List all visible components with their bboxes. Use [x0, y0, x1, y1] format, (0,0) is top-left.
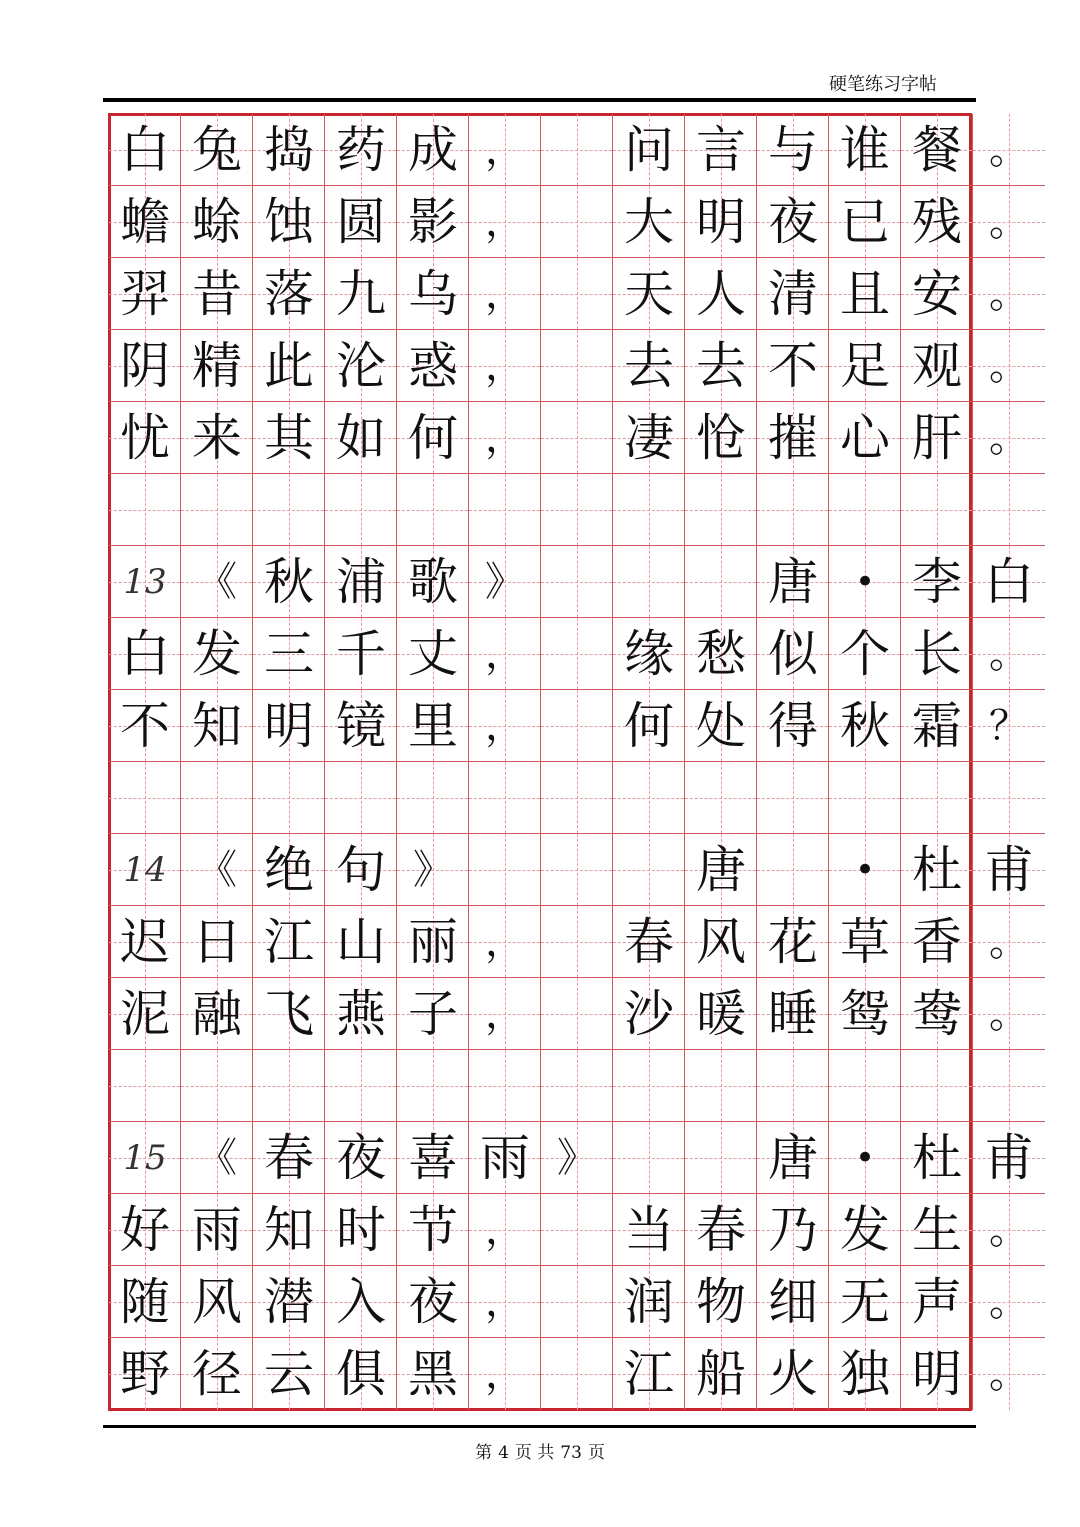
punctuation-char: ，	[485, 919, 525, 965]
practice-char: 白	[984, 553, 1034, 611]
poem-number: 14	[123, 850, 167, 890]
practice-char: 何	[408, 409, 458, 467]
practice-char: 长	[912, 625, 962, 683]
grid-cell	[541, 186, 613, 258]
grid-cell	[109, 474, 181, 546]
punctuation-char: ，	[485, 271, 525, 317]
punctuation-char: 。	[989, 919, 1029, 965]
grid-cell	[253, 1050, 325, 1122]
grid-cell	[901, 762, 973, 834]
punctuation-char: 。	[989, 199, 1029, 245]
practice-char: 羿	[120, 265, 170, 323]
practice-char: 迟	[120, 913, 170, 971]
page-footer	[0, 1438, 1080, 1463]
practice-char: 花	[768, 913, 818, 971]
grid-cell	[181, 1050, 253, 1122]
practice-char: 去	[624, 337, 674, 395]
practice-char: 唐	[696, 841, 746, 899]
practice-char: 知	[192, 697, 242, 755]
punctuation-char: 。	[989, 271, 1029, 317]
grid-cell	[325, 762, 397, 834]
separator-dot: •	[854, 850, 876, 890]
separator-dot: •	[854, 562, 876, 602]
grid-cell	[973, 474, 1045, 546]
grid-cell	[757, 1050, 829, 1122]
header-rule	[103, 98, 976, 102]
punctuation-char: ，	[485, 127, 525, 173]
footer-mid: 页 共	[514, 1443, 555, 1463]
practice-char: 香	[912, 913, 962, 971]
practice-char: 秋	[840, 697, 890, 755]
punctuation-char: ，	[485, 631, 525, 677]
practice-char: 影	[408, 193, 458, 251]
practice-char: 甫	[984, 1129, 1034, 1187]
practice-char: 其	[264, 409, 314, 467]
grid-cell	[973, 762, 1045, 834]
grid-cell	[757, 474, 829, 546]
grid-cell	[397, 762, 469, 834]
practice-char: 捣	[264, 121, 314, 179]
punctuation-char: 。	[989, 991, 1029, 1037]
grid-cell	[829, 762, 901, 834]
practice-char: 绝	[264, 841, 314, 899]
practice-char: 三	[264, 625, 314, 683]
practice-char: 愁	[696, 625, 746, 683]
practice-char: 润	[624, 1273, 674, 1331]
footer-rule	[103, 1425, 976, 1428]
practice-char: 江	[264, 913, 314, 971]
footer-total-pages: 73	[560, 1443, 582, 1463]
practice-char: 丈	[408, 625, 458, 683]
grid-cell	[685, 762, 757, 834]
practice-char: 野	[120, 1345, 170, 1403]
practice-char: 知	[264, 1201, 314, 1259]
practice-char: 时	[336, 1201, 386, 1259]
practice-char: 雨	[192, 1201, 242, 1259]
practice-char: 句	[336, 841, 386, 899]
practice-char: 且	[840, 265, 890, 323]
practice-char: 清	[768, 265, 818, 323]
practice-char: 春	[696, 1201, 746, 1259]
practice-char: 杜	[912, 1129, 962, 1187]
practice-char: 蜍	[192, 193, 242, 251]
practice-char: 火	[768, 1345, 818, 1403]
practice-char: 径	[192, 1345, 242, 1403]
practice-char: 千	[336, 625, 386, 683]
practice-char: 肝	[912, 409, 962, 467]
punctuation-char: ，	[485, 343, 525, 389]
punctuation-char: ，	[485, 199, 525, 245]
practice-char: 心	[840, 409, 890, 467]
grid-cell	[541, 1050, 613, 1122]
punctuation-char: 》	[557, 1135, 597, 1181]
practice-char: 成	[408, 121, 458, 179]
grid-cell	[253, 474, 325, 546]
punctuation-char: 。	[989, 127, 1029, 173]
practice-char: 当	[624, 1201, 674, 1259]
practice-char: 无	[840, 1273, 890, 1331]
practice-char: 昔	[192, 265, 242, 323]
practice-char: 鸯	[912, 985, 962, 1043]
practice-char: 沦	[336, 337, 386, 395]
practice-char: 蟾	[120, 193, 170, 251]
practice-char: 声	[912, 1273, 962, 1331]
practice-char: 浦	[336, 553, 386, 611]
practice-char: 歌	[408, 553, 458, 611]
practice-char: 餐	[912, 121, 962, 179]
punctuation-char: ，	[485, 1207, 525, 1253]
practice-char: 燕	[336, 985, 386, 1043]
grid-cell	[613, 1050, 685, 1122]
practice-char: 鸳	[840, 985, 890, 1043]
grid-cell	[829, 1050, 901, 1122]
practice-char: 不	[768, 337, 818, 395]
practice-char: 春	[624, 913, 674, 971]
practice-char: 云	[264, 1345, 314, 1403]
practice-char: 得	[768, 697, 818, 755]
grid-cell	[757, 762, 829, 834]
practice-char: 谁	[840, 121, 890, 179]
punctuation-char: 。	[989, 631, 1029, 677]
practice-char: 凄	[624, 409, 674, 467]
grid-cell	[469, 834, 541, 906]
practice-char: 春	[264, 1129, 314, 1187]
grid-cell	[685, 546, 757, 618]
practice-char: 暖	[696, 985, 746, 1043]
grid-cell	[757, 834, 829, 906]
practice-char: 圆	[336, 193, 386, 251]
grid-cell	[829, 474, 901, 546]
practice-char: 个	[840, 625, 890, 683]
grid-cell	[901, 474, 973, 546]
practice-char: 秋	[264, 553, 314, 611]
practice-char: 细	[768, 1273, 818, 1331]
practice-char: 船	[696, 1345, 746, 1403]
practice-char: 如	[336, 409, 386, 467]
punctuation-char: 《	[197, 559, 237, 605]
punctuation-char: 。	[989, 1279, 1029, 1325]
practice-char: 霜	[912, 697, 962, 755]
practice-char: 安	[912, 265, 962, 323]
practice-char: 发	[840, 1201, 890, 1259]
practice-char: 大	[624, 193, 674, 251]
punctuation-char: 》	[413, 847, 453, 893]
practice-char: 发	[192, 625, 242, 683]
practice-char: 草	[840, 913, 890, 971]
practice-char: 沙	[624, 985, 674, 1043]
grid-cell	[541, 330, 613, 402]
practice-char: 观	[912, 337, 962, 395]
punctuation-char: ，	[485, 415, 525, 461]
practice-char: 白	[120, 625, 170, 683]
practice-char: 怆	[696, 409, 746, 467]
grid-cell	[541, 402, 613, 474]
practice-char: 杜	[912, 841, 962, 899]
grid-cell	[541, 762, 613, 834]
practice-char: 明	[912, 1345, 962, 1403]
practice-char: 言	[696, 121, 746, 179]
punctuation-char: 《	[197, 1135, 237, 1181]
poem-number: 15	[123, 1138, 167, 1178]
practice-char: 生	[912, 1201, 962, 1259]
grid-cell	[541, 114, 613, 186]
practice-char: 明	[264, 697, 314, 755]
grid-cell	[541, 474, 613, 546]
practice-char: 白	[120, 121, 170, 179]
grid-cell	[613, 1122, 685, 1194]
grid-cell	[541, 1266, 613, 1338]
grid-cell	[541, 258, 613, 330]
grid-cell	[541, 1194, 613, 1266]
punctuation-char: 》	[485, 559, 525, 605]
punctuation-char: 。	[989, 343, 1029, 389]
practice-char: 潜	[264, 1273, 314, 1331]
practice-char: 问	[624, 121, 674, 179]
grid-cell	[397, 1050, 469, 1122]
practice-char: 黑	[408, 1345, 458, 1403]
practice-char: 节	[408, 1201, 458, 1259]
grid-cell	[469, 1050, 541, 1122]
punctuation-char: 《	[197, 847, 237, 893]
grid-cell	[253, 762, 325, 834]
grid-cell	[613, 834, 685, 906]
grid-cell	[541, 546, 613, 618]
grid-cell	[469, 762, 541, 834]
practice-char: 好	[120, 1201, 170, 1259]
grid-cell	[109, 1050, 181, 1122]
practice-char: 足	[840, 337, 890, 395]
grid-cell	[973, 1050, 1045, 1122]
practice-char: 乌	[408, 265, 458, 323]
practice-char: 不	[120, 697, 170, 755]
practice-char: 忧	[120, 409, 170, 467]
punctuation-char: ，	[485, 1279, 525, 1325]
practice-grid	[108, 113, 1034, 1411]
grid-cell	[181, 474, 253, 546]
practice-char: 与	[768, 121, 818, 179]
practice-char: 风	[192, 1273, 242, 1331]
practice-char: 飞	[264, 985, 314, 1043]
practice-char: 融	[192, 985, 242, 1043]
practice-char: 处	[696, 697, 746, 755]
grid-cell	[469, 474, 541, 546]
practice-char: 睡	[768, 985, 818, 1043]
footer-suffix: 页	[587, 1443, 605, 1463]
grid-cell	[325, 474, 397, 546]
grid-cell	[325, 1050, 397, 1122]
practice-char: 精	[192, 337, 242, 395]
practice-char: 入	[336, 1273, 386, 1331]
punctuation-char: ，	[485, 1351, 525, 1397]
practice-char: 甫	[984, 841, 1034, 899]
grid-cell	[613, 474, 685, 546]
grid-cell	[541, 690, 613, 762]
punctuation-char: ？	[989, 703, 1029, 749]
practice-char: 惑	[408, 337, 458, 395]
grid-cell	[397, 474, 469, 546]
punctuation-char: 。	[989, 415, 1029, 461]
practice-char: 风	[696, 913, 746, 971]
practice-char: 阴	[120, 337, 170, 395]
header-title: 硬笔练习字帖	[829, 74, 937, 95]
practice-char: 天	[624, 265, 674, 323]
punctuation-char: ，	[485, 991, 525, 1037]
practice-char: 来	[192, 409, 242, 467]
practice-char: 夜	[768, 193, 818, 251]
practice-char: 物	[696, 1273, 746, 1331]
practice-char: 随	[120, 1273, 170, 1331]
grid-cell	[685, 1050, 757, 1122]
practice-char: 独	[840, 1345, 890, 1403]
practice-char: 里	[408, 697, 458, 755]
practice-char: 子	[408, 985, 458, 1043]
grid-cell	[109, 762, 181, 834]
practice-char: 摧	[768, 409, 818, 467]
grid-cell	[541, 618, 613, 690]
practice-char: 已	[840, 193, 890, 251]
grid-cell	[901, 1050, 973, 1122]
punctuation-char: 。	[989, 1207, 1029, 1253]
practice-char: 九	[336, 265, 386, 323]
practice-char: 俱	[336, 1345, 386, 1403]
practice-char: 似	[768, 625, 818, 683]
grid-cell	[541, 834, 613, 906]
practice-char: 残	[912, 193, 962, 251]
practice-char: 落	[264, 265, 314, 323]
practice-char: 兔	[192, 121, 242, 179]
practice-char: 镜	[336, 697, 386, 755]
practice-char: 人	[696, 265, 746, 323]
grid-cell	[613, 762, 685, 834]
practice-char: 缘	[624, 625, 674, 683]
poem-number: 13	[123, 562, 167, 602]
grid-cell	[685, 1122, 757, 1194]
practice-char: 雨	[480, 1129, 530, 1187]
practice-char: 夜	[336, 1129, 386, 1187]
practice-char: 日	[192, 913, 242, 971]
grid-cell	[541, 978, 613, 1050]
grid-cell	[541, 906, 613, 978]
separator-dot: •	[854, 1138, 876, 1178]
practice-char: 乃	[768, 1201, 818, 1259]
practice-char: 李	[912, 553, 962, 611]
grid-cell	[541, 1338, 613, 1410]
practice-char: 明	[696, 193, 746, 251]
practice-char: 喜	[408, 1129, 458, 1187]
practice-char: 丽	[408, 913, 458, 971]
punctuation-char: ，	[485, 703, 525, 749]
practice-char: 蚀	[264, 193, 314, 251]
practice-char: 药	[336, 121, 386, 179]
practice-char: 夜	[408, 1273, 458, 1331]
grid-cell	[181, 762, 253, 834]
practice-char: 何	[624, 697, 674, 755]
practice-char: 山	[336, 913, 386, 971]
grid-cell	[613, 546, 685, 618]
practice-char: 泥	[120, 985, 170, 1043]
grid-cell	[685, 474, 757, 546]
footer-prefix: 第	[475, 1443, 493, 1463]
practice-char: 唐	[768, 553, 818, 611]
practice-char: 此	[264, 337, 314, 395]
practice-char: 去	[696, 337, 746, 395]
footer-page-number: 4	[498, 1443, 509, 1463]
punctuation-char: 。	[989, 1351, 1029, 1397]
practice-char: 江	[624, 1345, 674, 1403]
practice-char: 唐	[768, 1129, 818, 1187]
